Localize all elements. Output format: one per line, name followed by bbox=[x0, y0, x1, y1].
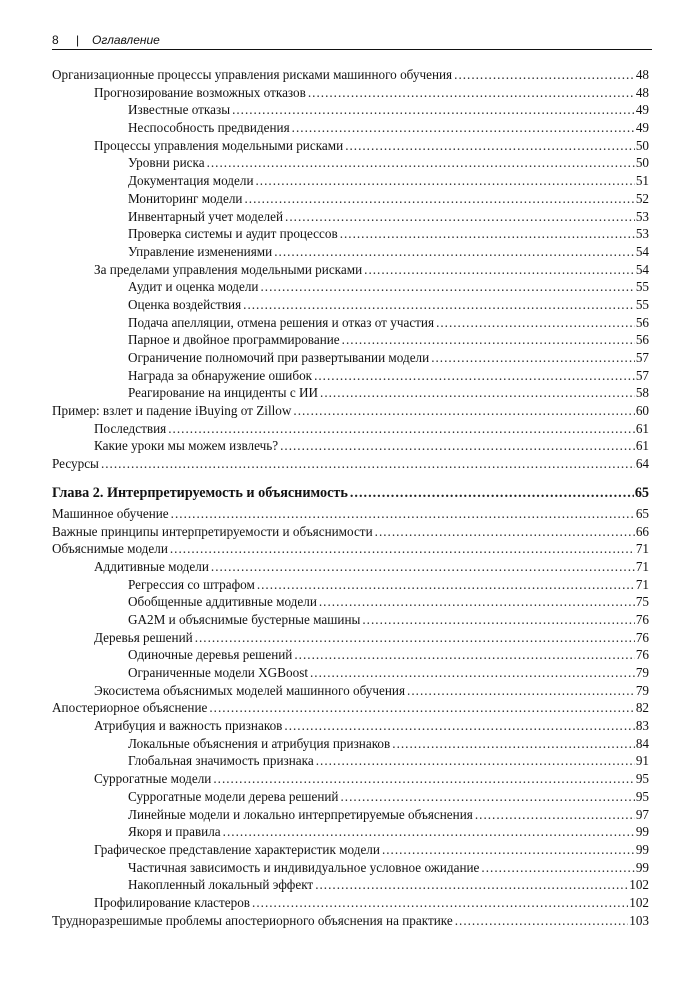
toc-entry-page: 65 bbox=[635, 505, 649, 521]
dot-leader bbox=[209, 699, 634, 717]
toc-entry-page: 71 bbox=[635, 558, 649, 574]
dot-leader bbox=[232, 101, 635, 119]
dot-leader bbox=[340, 225, 635, 243]
toc-entry-title: Экосистема объяснимых моделей машинного обучения bbox=[94, 682, 406, 698]
toc-entry[interactable] bbox=[52, 172, 649, 190]
toc-entry-page: 82 bbox=[635, 700, 649, 716]
toc-entry-page: 57 bbox=[635, 350, 649, 365]
toc-entry-title: Пример: взлет и падение iBuying от Zillow bbox=[52, 403, 292, 419]
toc-entry[interactable] bbox=[52, 682, 649, 700]
toc-entry-page: 54 bbox=[635, 261, 649, 277]
toc-entry[interactable] bbox=[52, 859, 649, 877]
toc-entry-title: Документация модели bbox=[128, 173, 254, 189]
page-number: 8 bbox=[52, 33, 59, 47]
toc-entry-page: 50 bbox=[635, 137, 649, 153]
toc-entry-title: Уровни риска bbox=[128, 155, 205, 171]
dot-leader bbox=[310, 664, 635, 682]
page-header bbox=[52, 30, 652, 50]
toc-entry-title: Объяснимые модели bbox=[52, 541, 168, 557]
toc-entry[interactable] bbox=[52, 384, 649, 402]
dot-leader bbox=[314, 367, 635, 385]
toc-entry-title: Организационные процессы управления рисками машинного обучения bbox=[52, 67, 453, 82]
toc-entry[interactable] bbox=[52, 66, 649, 84]
dot-leader bbox=[261, 278, 635, 296]
toc-entry-page: 71 bbox=[635, 576, 649, 592]
toc-entry[interactable] bbox=[52, 576, 649, 594]
toc-entry-title: Прогнозирование возможных отказов bbox=[94, 84, 306, 100]
toc-entry[interactable] bbox=[52, 331, 649, 349]
toc-entry-page: 79 bbox=[635, 682, 649, 698]
toc-entry-page: 49 bbox=[635, 102, 649, 118]
toc-entry[interactable] bbox=[52, 823, 649, 841]
toc-entry-title: Графическое представление характеристик модели bbox=[94, 841, 380, 857]
dot-leader bbox=[341, 788, 635, 806]
dot-leader bbox=[392, 735, 635, 753]
toc-entry-page: 56 bbox=[635, 332, 649, 348]
toc-entry-title: Апостериорное объяснение bbox=[52, 700, 208, 716]
dot-leader bbox=[101, 455, 635, 473]
dot-leader bbox=[223, 823, 635, 841]
toc-chapter-entry[interactable] bbox=[52, 481, 649, 505]
toc-entry-page: 56 bbox=[635, 314, 649, 330]
toc-entry-page: 50 bbox=[635, 155, 649, 171]
toc-entry-title: Одиночные деревья решений bbox=[128, 647, 293, 663]
toc-entry-title: Процессы управления модельными рисками bbox=[94, 137, 344, 153]
dot-leader bbox=[294, 646, 634, 664]
toc-entry[interactable] bbox=[52, 154, 649, 172]
dot-leader bbox=[257, 576, 635, 594]
toc-entry[interactable] bbox=[52, 646, 649, 664]
dot-leader bbox=[350, 481, 634, 505]
toc-entry[interactable] bbox=[52, 225, 649, 243]
dot-leader bbox=[382, 841, 635, 859]
dot-leader bbox=[320, 384, 635, 402]
toc-entry[interactable] bbox=[52, 505, 649, 523]
toc-entry-page: 102 bbox=[629, 894, 649, 910]
toc-entry-page: 61 bbox=[635, 438, 649, 454]
toc-entry-title: Накопленный локальный эффект bbox=[128, 877, 314, 893]
toc-entry-page: 52 bbox=[635, 190, 649, 206]
toc-entry[interactable] bbox=[52, 84, 649, 102]
toc-entry[interactable] bbox=[52, 593, 649, 611]
toc-entry[interactable] bbox=[52, 437, 649, 455]
dot-leader bbox=[207, 154, 635, 172]
dot-leader bbox=[243, 296, 635, 314]
toc-entry-title: Важные принципы интерпретируемости и объяснимости bbox=[52, 523, 373, 539]
toc-entry-title: Линейные модели и локально интерпретируемые объяснения bbox=[128, 806, 473, 822]
toc-entry[interactable] bbox=[52, 349, 649, 367]
toc-entry-page: 95 bbox=[635, 771, 649, 787]
toc-entry-page: 54 bbox=[635, 243, 649, 259]
dot-leader bbox=[171, 505, 635, 523]
toc-entry-title: Трудноразрешимые проблемы апостериорного объяснения на практике bbox=[52, 912, 453, 928]
toc-entry-page: 76 bbox=[635, 629, 649, 645]
dot-leader bbox=[244, 190, 634, 208]
toc-entry-title: Частичная зависимость и индивидуальное условное ожидание bbox=[128, 859, 480, 875]
dot-leader bbox=[195, 629, 635, 647]
toc-entry[interactable] bbox=[52, 752, 649, 770]
toc-entry[interactable] bbox=[52, 296, 649, 314]
toc-entry-page: 76 bbox=[635, 647, 649, 663]
toc-entry[interactable] bbox=[52, 402, 649, 420]
toc-entry-page: 91 bbox=[635, 753, 649, 769]
toc-entry-page: 95 bbox=[635, 788, 649, 804]
toc-entry[interactable] bbox=[52, 788, 649, 806]
toc-entry-page: 99 bbox=[635, 841, 649, 857]
dot-leader bbox=[364, 261, 635, 279]
toc-entry[interactable] bbox=[52, 735, 649, 753]
toc-entry[interactable] bbox=[52, 894, 649, 912]
toc-entry-page: 58 bbox=[635, 385, 649, 401]
toc-entry-title: Проверка системы и аудит процессов bbox=[128, 226, 338, 242]
toc-entry-page: 103 bbox=[629, 912, 649, 928]
toc-entry-title: Локальные объяснения и атрибуция признаков bbox=[128, 735, 391, 751]
toc-entry-title: Глава 2. Интерпретируемость и объяснимость bbox=[52, 484, 348, 501]
dot-leader bbox=[292, 119, 635, 137]
toc-entry-page: 53 bbox=[635, 226, 649, 242]
toc-entry-title: Суррогатные модели bbox=[94, 771, 212, 787]
toc-entry-page: 75 bbox=[635, 594, 649, 610]
toc-entry-title: Известные отказы bbox=[128, 102, 231, 118]
toc-entry-page: 102 bbox=[629, 877, 649, 893]
dot-leader bbox=[256, 172, 635, 190]
toc-entry-title: Якоря и правила bbox=[128, 824, 221, 840]
dot-leader bbox=[436, 314, 635, 332]
toc-entry-title: Глобальная значимость признака bbox=[128, 753, 314, 769]
toc-entry-page: 65 bbox=[634, 484, 649, 501]
toc-entry-title: Оценка воздействия bbox=[128, 296, 242, 312]
toc-entry-page: 55 bbox=[635, 296, 649, 312]
toc-entry[interactable] bbox=[52, 455, 649, 473]
toc-entry[interactable] bbox=[52, 912, 649, 930]
dot-leader bbox=[316, 752, 635, 770]
toc-entry-page: 51 bbox=[635, 173, 649, 189]
toc-entry-page: 99 bbox=[635, 859, 649, 875]
toc-entry-page: 97 bbox=[635, 806, 649, 822]
toc-entry-title: GA2M и объяснимые бустерные машины bbox=[128, 611, 361, 627]
toc-entry[interactable] bbox=[52, 261, 649, 279]
toc-entry-title: Реагирование на инциденты с ИИ bbox=[128, 385, 319, 401]
table-of-contents bbox=[52, 66, 649, 929]
toc-entry-title: Обобщенные аддитивные модели bbox=[128, 594, 317, 610]
toc-entry[interactable] bbox=[52, 841, 649, 859]
toc-entry-page: 48 bbox=[635, 67, 649, 82]
toc-entry-page: 99 bbox=[635, 824, 649, 840]
toc-entry[interactable] bbox=[52, 367, 649, 385]
toc-entry-page: 55 bbox=[635, 279, 649, 295]
toc-entry[interactable] bbox=[52, 770, 649, 788]
toc-entry-page: 76 bbox=[635, 611, 649, 627]
toc-entry-page: 60 bbox=[635, 403, 649, 419]
toc-entry[interactable] bbox=[52, 208, 649, 226]
toc-entry-title: Какие уроки мы можем извлечь? bbox=[94, 438, 279, 454]
toc-entry-title: Ресурсы bbox=[52, 456, 99, 472]
dot-leader bbox=[280, 437, 635, 455]
toc-entry[interactable] bbox=[52, 540, 649, 558]
dot-leader bbox=[315, 876, 628, 894]
dot-leader bbox=[285, 208, 635, 226]
toc-entry[interactable] bbox=[52, 806, 649, 824]
toc-entry-title: Ограниченные модели XGBoost bbox=[128, 665, 308, 680]
header-rule bbox=[52, 49, 652, 50]
toc-entry-title: Машинное обучение bbox=[52, 505, 169, 521]
toc-entry[interactable] bbox=[52, 664, 649, 682]
toc-entry[interactable] bbox=[52, 119, 649, 137]
dot-leader bbox=[293, 402, 634, 420]
toc-entry-title: Управление изменениями bbox=[128, 243, 273, 259]
toc-entry-page: 57 bbox=[635, 367, 649, 383]
dot-leader bbox=[213, 770, 634, 788]
dot-leader bbox=[431, 349, 635, 367]
dot-leader bbox=[345, 137, 635, 155]
toc-entry[interactable] bbox=[52, 699, 649, 717]
toc-entry-page: 83 bbox=[635, 718, 649, 734]
toc-entry-title: Мониторинг модели bbox=[128, 190, 243, 206]
toc-entry[interactable] bbox=[52, 717, 649, 735]
toc-entry-page: 48 bbox=[635, 84, 649, 100]
dot-leader bbox=[168, 420, 635, 438]
toc-entry-title: За пределами управления модельными рисками bbox=[94, 261, 363, 277]
toc-entry-title: Регрессия со штрафом bbox=[128, 576, 255, 592]
toc-entry-title: Атрибуция и важность признаков bbox=[94, 718, 283, 734]
dot-leader bbox=[252, 894, 628, 912]
header-separator: | bbox=[76, 33, 80, 47]
dot-leader bbox=[308, 84, 635, 102]
toc-entry-page: 61 bbox=[635, 420, 649, 436]
toc-entry-title: Награда за обнаружение ошибок bbox=[128, 367, 313, 383]
toc-entry-title: Аддитивные модели bbox=[94, 558, 209, 574]
toc-entry-title: Последствия bbox=[94, 420, 167, 436]
toc-entry[interactable] bbox=[52, 137, 649, 155]
toc-entry[interactable] bbox=[52, 243, 649, 261]
dot-leader bbox=[455, 912, 629, 930]
toc-entry[interactable] bbox=[52, 876, 649, 894]
toc-entry-title: Деревья решений bbox=[94, 629, 193, 645]
toc-entry[interactable] bbox=[52, 420, 649, 438]
toc-entry[interactable] bbox=[52, 314, 649, 332]
dot-leader bbox=[342, 331, 635, 349]
dot-leader bbox=[319, 593, 635, 611]
toc-entry-page: 79 bbox=[635, 665, 649, 680]
toc-entry[interactable] bbox=[52, 278, 649, 296]
toc-entry[interactable] bbox=[52, 190, 649, 208]
dot-leader bbox=[284, 717, 634, 735]
toc-entry[interactable] bbox=[52, 523, 649, 541]
dot-leader bbox=[481, 859, 634, 877]
toc-entry-title: Профилирование кластеров bbox=[94, 894, 251, 910]
dot-leader bbox=[362, 611, 634, 629]
dot-leader bbox=[274, 243, 635, 261]
toc-entry-title: Неспособность предвидения bbox=[128, 120, 290, 136]
toc-entry-title: Парное и двойное программирование bbox=[128, 332, 340, 348]
toc-entry-page: 64 bbox=[635, 456, 649, 472]
toc-entry[interactable] bbox=[52, 629, 649, 647]
dot-leader bbox=[407, 682, 635, 700]
running-title: Оглавление bbox=[92, 33, 160, 47]
toc-entry-title: Инвентарный учет моделей bbox=[128, 208, 284, 224]
toc-entry-page: 66 bbox=[635, 523, 649, 539]
toc-entry-page: 84 bbox=[635, 735, 649, 751]
toc-entry-title: Подача апелляции, отмена решения и отказ от участия bbox=[128, 314, 435, 330]
dot-leader bbox=[170, 540, 635, 558]
toc-entry[interactable] bbox=[52, 101, 649, 119]
dot-leader bbox=[475, 806, 635, 824]
toc-entry[interactable] bbox=[52, 558, 649, 576]
toc-entry-page: 49 bbox=[635, 120, 649, 136]
toc-entry[interactable] bbox=[52, 611, 649, 629]
toc-entry-title: Аудит и оценка модели bbox=[128, 279, 259, 295]
toc-entry-title: Ограничение полномочий при развертывании модели bbox=[128, 350, 430, 365]
toc-entry-page: 53 bbox=[635, 208, 649, 224]
toc-entry-title: Суррогатные модели дерева решений bbox=[128, 788, 339, 804]
dot-leader bbox=[375, 523, 635, 541]
dot-leader bbox=[454, 66, 635, 84]
toc-entry-page: 71 bbox=[635, 541, 649, 557]
dot-leader bbox=[211, 558, 635, 576]
